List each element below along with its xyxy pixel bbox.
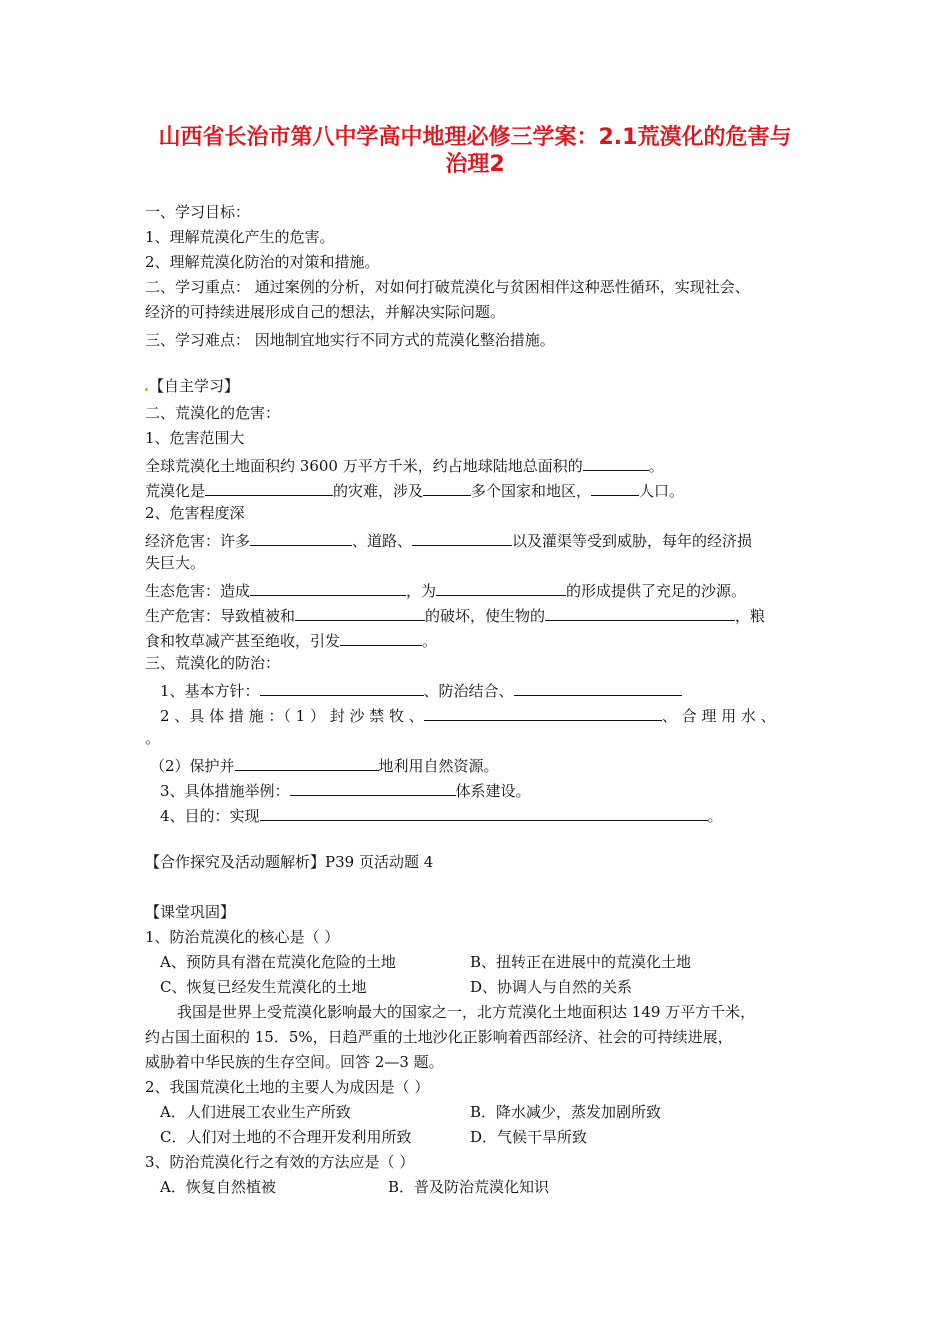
text-span: 2 、具 体 措 施 ：（ 1 ） 封 沙 禁 牧 、 [160,707,424,725]
fill-blank[interactable] [235,756,379,771]
text-span: 。 [707,807,723,825]
fill-blank[interactable] [514,681,682,696]
goal-line [160,806,723,824]
measures-line: 。 [145,729,161,747]
ecological-harm-line [145,581,746,599]
objectives-heading: 一、学习目标： [145,203,251,221]
section-label: 【自主学习】 [149,377,240,395]
text-span: 生产危害：导致植被和 [145,607,296,625]
text-span: 的灾难，涉及 [333,482,424,500]
policy-line [160,681,682,699]
question-3: 3、防治荒漠化行之有效的方法应是（ ） [145,1153,415,1171]
fill-blank[interactable] [260,681,424,696]
consolidation-heading: 【课堂巩固】 [145,903,236,921]
fill-blank[interactable] [290,781,456,796]
text-span: 全球荒漠化土地面积约 3600 万平方千米，约占地球陆地总面积的 [145,457,583,475]
option-c[interactable]: C．人们对土地的不合理开发利用所致 [160,1128,412,1146]
example-line [160,781,531,799]
fill-blank[interactable] [583,456,649,471]
text-span: 多个国家和地区， [471,482,592,500]
fill-blank[interactable] [423,481,471,496]
passage-line: 威胁着中华民族的生存空间。回答 2—3 题。 [145,1053,444,1071]
fill-blank[interactable] [436,581,566,596]
passage-line: 我国是世界上受荒漠化影响最大的国家之一，北方荒漠化土地面积达 149 万平方千米， [177,1003,756,1021]
text-span: 食和牧草减产甚至绝收，引发 [145,632,341,650]
production-harm-line [145,606,765,624]
objective-item: 2、理解荒漠化防治的对策和措施。 [145,253,380,271]
text-span: 1、基本方针： [160,682,260,700]
question-2: 2、我国荒漠化土地的主要人为成因是（ ） [145,1078,430,1096]
option-a[interactable]: A、预防具有潜在荒漠化危险的土地 [160,953,396,971]
text-span: 。 [648,457,664,475]
fill-blank[interactable] [412,531,512,546]
key-points-line: 二、学习重点： 通过案例的分析，对如何打破荒漠化与贫困相伴这种恶性循环，实现社会、 [145,278,750,296]
question-1: 1、防治荒漠化的核心是（ ） [145,928,340,946]
text-span: 荒漠化是 [145,482,206,500]
document-title-line1: 山西省长治市第八中学高中地理必修三学案：2.1荒漠化的危害与 [158,125,792,150]
fill-blank[interactable] [205,481,333,496]
option-b[interactable]: B、扭转正在进展中的荒漠化土地 [470,953,692,971]
option-d[interactable]: D．气候干旱所致 [470,1128,588,1146]
text-span: 经济危害：许多 [145,532,251,550]
text-span: （2）保护并 [150,757,235,775]
scope-heading: 1、危害范围大 [145,429,245,447]
document-title-line2: 治理2 [445,152,505,177]
option-a[interactable]: A．恢复自然植被 [160,1178,276,1196]
harm-heading: 二、荒漠化的危害： [145,404,281,422]
text-span: 3、具体措施举例： [160,782,290,800]
text-span: ，为 [406,582,437,600]
fill-blank[interactable] [250,531,352,546]
text-span: 的形成提供了充足的沙源。 [566,582,747,600]
measures-line [160,706,776,724]
stray-mark [145,388,148,391]
fill-blank[interactable] [424,706,662,721]
option-b[interactable]: B．普及防治荒漠化知识 [388,1178,550,1196]
fill-blank[interactable] [340,631,422,646]
text-span: 地利用自然资源。 [378,757,499,775]
passage-line: 约占国土面积的 15．5%，日趋严重的土地沙化正影响着西部经济、社会的可持续进展， [145,1028,733,1046]
text-span: 、 合 理 用 水 、 [661,707,776,725]
self-study-heading [145,379,239,394]
cooperation-heading: 【合作探究及活动题解析】P39 页活动题 4 [145,853,434,871]
fill-blank[interactable] [545,606,735,621]
text-span: 、防治结合、 [423,682,514,700]
protect-line [150,756,499,774]
fill-blank[interactable] [295,606,425,621]
text-span: 生态危害：造成 [145,582,251,600]
text-span: ，粮 [735,607,766,625]
objective-item: 1、理解荒漠化产生的危害。 [145,228,335,246]
fill-blank[interactable] [260,806,708,821]
option-d[interactable]: D、协调人与自然的关系 [470,978,633,996]
option-a[interactable]: A．人们进展工农业生产所致 [160,1103,351,1121]
production-harm-line [145,631,437,649]
option-b[interactable]: B．降水减少，蒸发加剧所致 [470,1103,662,1121]
option-c[interactable]: C、恢复已经发生荒漠化的土地 [160,978,367,996]
economic-harm-line [145,531,752,549]
text-span: 、道路、 [352,532,413,550]
degree-heading: 2、危害程度深 [145,504,245,522]
fill-blank[interactable] [591,481,639,496]
text-span: 以及灌渠等受到威胁，每年的经济损 [512,532,753,550]
text-span: 的破坏，使生物的 [425,607,546,625]
area-line [145,456,664,474]
text-span: 。 [422,632,438,650]
text-span: 人口。 [639,482,685,500]
text-span: 体系建设。 [455,782,531,800]
text-span: 4、目的：实现 [160,807,260,825]
economic-harm-line: 失巨大。 [145,554,206,572]
disaster-line [145,481,684,499]
difficulty-line: 三、学习难点： 因地制宜地实行不同方式的荒漠化整治措施。 [145,331,555,349]
fill-blank[interactable] [250,581,406,596]
key-points-line: 经济的可持续进展形成自己的想法，并解决实际问题。 [145,303,506,321]
control-heading: 三、荒漠化的防治： [145,654,281,672]
